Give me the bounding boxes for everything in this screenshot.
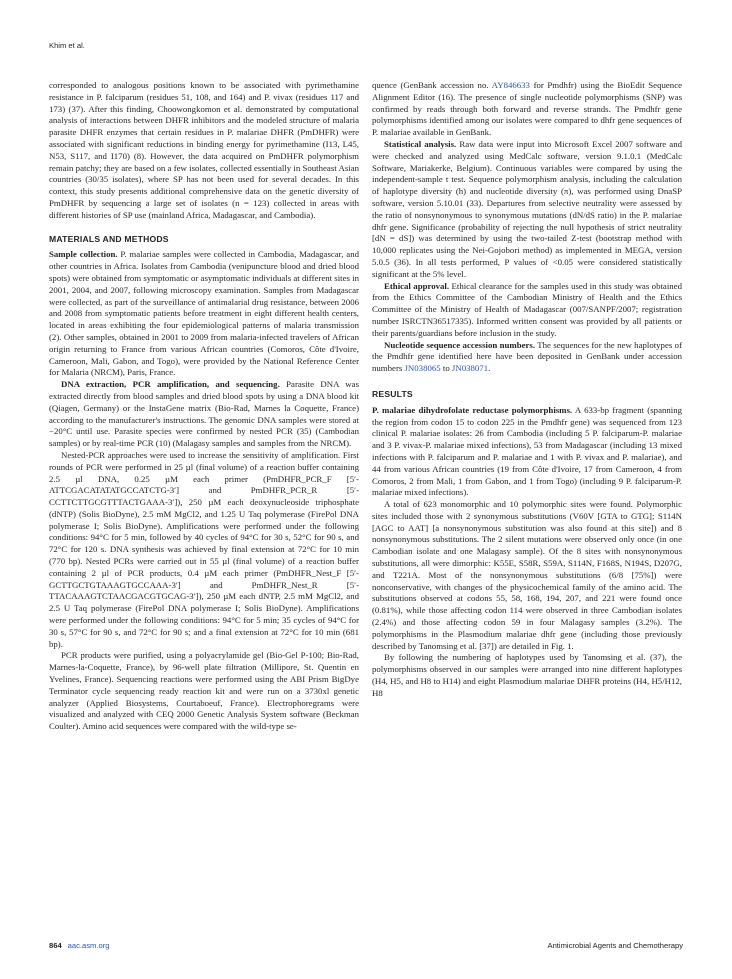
accession-numbers-lead: Nucleotide sequence accession numbers. [384, 339, 536, 350]
page-number: 864 [49, 941, 62, 950]
statistical-analysis-lead: Statistical analysis. [384, 138, 457, 149]
dna-extraction-paragraph [49, 379, 359, 450]
accession-link-jn038071[interactable]: JN038071 [451, 363, 489, 374]
dna-extraction-text: Parasite DNA was extracted directly from blood samples and dried blood spots by using a DNA blood kit (Qiagen, Germany) or the InstaGene matrix (Bio-Rad, Marnes la Coquette, France) according to the manufacturer's instructions. The genomic DNA samples were stored at −20°C until use. Parasite species were confirmed by nested PCR (35) (Cambodian samples) or by real-time PCR (10) (Malagasy samples and samples from the NRCM). [49, 379, 359, 449]
sample-collection-paragraph [49, 249, 359, 379]
dna-extraction-lead: DNA extraction, PCR amplification, and sequencing. [61, 379, 280, 390]
accession-numbers-paragraph [372, 340, 682, 375]
statistical-analysis-text: Raw data were input into Microsoft Excel 2007 software and were checked and analyzed using MedCalc software, version 9.1.0.1 (MedCalc Software, Mariakerke, Belgium). Continuous variables were compared by using the independent-sample t test. Sequence polymorphism analysis, including the calculation of haplotype diversity (h) and nucleotide diversity (π), was performed using DnaSP software, version 5.10.01 (33). Departures from selective neutrality were assessed by the ratio of nonsynonymous to synonymous mutations (dN/dS ratio) in the P. malariae dhfr gene. Significance (probability of rejecting the null hypothesis of strict neutrality [dN = dS]) was determined by using the two-tailed Z-test (bootstrap method with 10,000 replicates using the Nei-Gojobori method) as implemented in MEGA, version 5.0.5 (36). In all tests performed, P values of <0.05 were considered statistically significant at the 5% level. [372, 138, 682, 279]
accession-numbers-text: The sequences for the new haplotypes of the Pmdhfr gene identified here have been deposited in GenBank under accession numbers [372, 339, 682, 374]
sample-collection-text: P. malariae samples were collected in Cambodia, Madagascar, and other countries in Africa. Isolates from Cambodia (venipuncture blood and dried blood spots) were obtained from symptomatic or asymptomatic individuals at different sites in 2001, 2004, and 2007, following microscopy examination. Samples from Madagascar were collected, as part of the surveillance of antimalarial drug resistance, between 2006 and 2008 from symptomatic patients before treatment in eight different health centers, located in areas exhibiting the four epidemiological patterns of malaria transmission (2). Other samples, obtained in 2001 to 2009 from malaria-infected travelers of African origin returning to France from various African countries (Comoros, Côte d'Ivoire, Cameroon, Mali, Gabon, and Togo), were provided by the National Reference Center for Malaria (NRCM), Paris, France. [49, 249, 359, 378]
accession-link-jn038065[interactable]: JN038065 [404, 363, 441, 374]
accession-range-to: to [440, 363, 452, 374]
footer-left [49, 941, 109, 950]
results-lead: P. malariae dihydrofolate reductase polymorphisms. [372, 404, 573, 415]
journal-site-link[interactable]: aac.asm.org [67, 941, 110, 950]
sample-collection-lead: Sample collection. [49, 249, 118, 260]
right-column [372, 80, 682, 700]
ethical-approval-text: Ethical clearance for the samples used in this study was obtained from the Ethics Committee of the Cambodian Ministry of Health and the Ethics Committee of the Ministry of Health of Madagascar (007/SANPF/2007; registration number ISRCTN36517335). Informed written consent was provided by all patients or their parents/guardians before inclusion in the study. [372, 280, 682, 338]
results-paragraph-3: By following the numbering of haplotypes used by Tanomsing et al. (37), the polymorphisms observed in our samples were arranged into nine different haplotypes (H4, H5, and H8 to H14) and eight Plasmodium malariae DHFR proteins (H4, H5/H12, H8 [372, 652, 682, 698]
continuation-after: for Pmdhfr) using the BioEdit Sequence Alignment Editor (16). The presence of single nucleotide polymorphisms (SNP) was confirmed by reads through both forward and reverse strands. The Pmdhfr gene polymorphisms identified among our isolates were compared to dhfr gene sequences of P. malariae available in GenBank. [372, 80, 682, 138]
results-text-1: A 633-bp fragment (spanning the region from codon 15 to codon 225 in the Pmdhfr gene) was sequenced from 123 clinical P. malariae isolates: 26 from Cambodia (including 5 P. falciparum-P. malariae and 3 P. vivax-P. malariae mixed infections), 53 from Madagascar (including 13 mixed infections with P. falciparum and P. malariae and 1 with P. vivax and P. malariae), and 44 from various African countries (19 from Côte d'Ivoire, 17 from Cameroon, 4 from Comoros, 2 from Mali, 1 from Gabon, and 1 from Togo) (including 9 P. falciparum-P. malariae mixed infections). [372, 404, 683, 498]
ethical-approval-paragraph [372, 281, 682, 340]
continuation-before: quence (GenBank accession no. [372, 80, 492, 90]
continuation-paragraph [372, 80, 682, 139]
statistical-analysis-paragraph [372, 139, 682, 281]
results-paragraph-2: A total of 623 monomorphic and 10 polymorphic sites were found. Polymorphic sites included those with 2 synonymous substitutions (V60V [GTA to GTG]; S114N [AGC to AAT] [a nonsynonymous substitution was also found at this site]) and 8 nonsynonymous substitutions. The 2 silent mutations were observed only once (in one Cambodian isolate and one Malagasy sample). Of the 8 sites with nonsynonymous substitutions, all were dimorphic: K55E, S58R, S59A, S114N, F168S, N194S, D207G, and T221A. Most of the nonsynonymous substitutions (6/8 [75%]) were nonconservative, with changes of the physicochemical family of the amino acid. The substitutions observed at codons 55, 58, 168, 194, 207, and 221 were found once (0.81%), while those affecting codon 114 were observed in three Cambodian isolates (2.4%) and those affecting codon 59 in four Malagasy samples (3.2%). The polymorphisms in the Plasmodium malariae dhfr gene (including those previously described by Tanomsing et al. [37]) are detailed in Fig. 1. [372, 499, 682, 651]
intro-paragraph: corresponded to analogous positions known to be associated with pyrimethamine resistance in P. falciparum (residues 51, 108, and 164) and P. vivax (residues 117 and 173) (37). After this finding, Choowongkomon et al. demonstrated by computational analysis of interactions between DHFR inhibitors and the modeled structure of malaria parasite DHFR enzymes that certain residues in P. malariae DHFR (PmDHFR) were associated with significant reductions in binding energy for pyrimethamine (I13, L45, N53, S117, and I170) (8). However, the data acquired on PmDHFR polymorphism remain patchy; they are based on a few isolates, collected essentially in Southeast Asian countries (30/35 isolates), where SP has not been used for several decades. In this context, this study presents additional comprehensive data on the genetic diversity of PmDHFR by sequencing a large set of isolates (n = 123) collected in areas with different histories of SP use (mainland Africa, Madagascar, and Cambodia). [49, 80, 359, 220]
ethical-approval-lead: Ethical approval. [384, 280, 450, 291]
left-column [49, 80, 359, 733]
accession-link-ay846633[interactable]: AY846633 [491, 80, 530, 90]
results-heading: RESULTS [372, 388, 413, 399]
journal-name: Antimicrobial Agents and Chemotherapy [547, 941, 683, 950]
accession-end: . [488, 363, 491, 374]
methods-heading: MATERIALS AND METHODS [49, 233, 169, 244]
purification-paragraph: PCR products were purified, using a polyacrylamide gel (Bio-Gel P-100; Bio-Rad, Marnes-la-Coquette, France), by 96-well plate filtration (Millipore, St. Quentin en Yvelines, France). Sequencing reactions were performed using the ABI Prism BigDye Terminator cycle sequencing ready reaction kit and were run on a 3730xl genetic analyzer (Applied Biosystems, Courtaboeuf, France). Electrophoregrams were visualized and analyzed with CEQ 2000 Genetic Analysis System software (Beckman Coulter). Amino acid sequences were compared with the wild-type se- [49, 650, 359, 732]
nested-pcr-paragraph: Nested-PCR approaches were used to increase the sensitivity of amplification. First rounds of PCR were performed in 25 µl (final volume) of a reaction buffer containing 2.5 µl DNA, 0.25 µM each primer (PmDHFR_PCR_F [5′-ATTCGACATATATGCCATCTG-3′] and PmDHFR_PCR_R [5′-CCTTCTTGCGTTTACTGAAA-3′]), 250 µM each deoxynucleoside triphosphate (dNTP) (Solis BioDyne), 2.5 mM MgCl2, and 1.25 U Taq polymerase (FirePol DNA polymerase I; Solis BioDyne). Amplifications were performed under the following conditions: 94°C for 5 min, followed by 40 cycles of 94°C for 30 s, 52°C for 90 s, and 72°C for 120 s. DNA synthesis was achieved by final extension at 72°C for 10 min (770 bp). Nested PCRs were carried out in 55 µl (final volume) of a reaction buffer containing 2 µl of PCR products, 0.4 µM each primer (PmDHFR_Nest_F [5′-GCTTGCTGTAAAGTGCCAAA-3′] and PmDHFR_Nest_R [5′-TTACAAAGTCTAACGACGTGCAG-3′]), 250 µM each dNTP, 2.5 mM MgCl2, and 2.5 U Taq polymerase (FirePol DNA polymerase I; Solis BioDyne). Amplifications were performed under the following conditions: 94°C for 5 min; 35 cycles of 94°C for 30 s, 57°C for 90 s, and 72°C for 90 s; and a final extension at 72°C for 10 min (681 bp). [49, 449, 359, 649]
running-head: Khim et al. [49, 41, 85, 50]
results-paragraph-1 [372, 405, 682, 499]
